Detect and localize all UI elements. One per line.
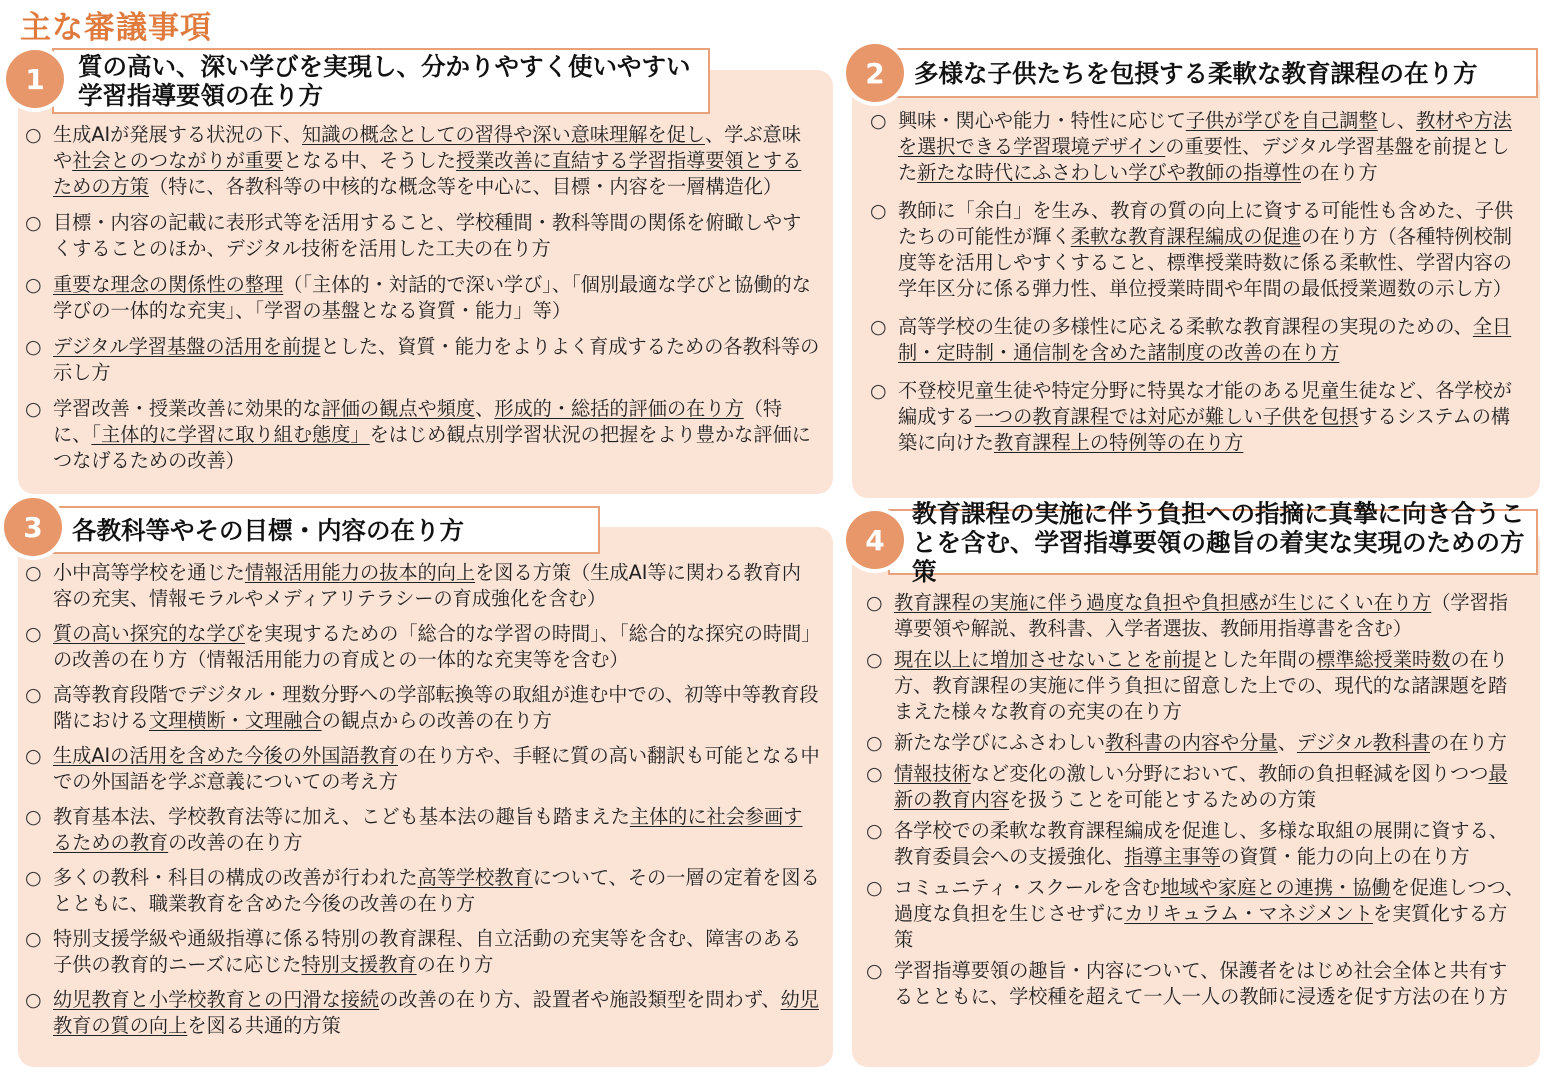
underlined-phrase: 質の高い探究的な学び [53, 622, 245, 645]
list-item: ○ 高等学校の生徒の多様性に応える柔軟な教育課程の実現のための、全日制・定時制・通信制を含めた諸制度の改善の在り方 [870, 314, 1525, 366]
underlined-phrase: 授業改善に直結する学習指導要領とするための方策 [53, 149, 802, 198]
list-item: ○ デジタル学習基盤の活用を前提とした、資質・能力をよりよく育成するための各教科等の示し方 [25, 334, 820, 386]
underlined-phrase: 社会とのつながりが重要 [72, 149, 284, 172]
underlined-phrase: 教科書の内容や分量 [1105, 731, 1278, 754]
underlined-phrase: デジタル学習基盤の活用を前提 [53, 335, 321, 358]
underlined-phrase: 特別支援教育 [301, 953, 417, 976]
list-item: ○ 高等教育段階でデジタル・理数分野への学部転換等の取組が進む中での、初等中等教育段階における文理横断・文理融合の観点からの改善の在り方 [25, 682, 820, 734]
underlined-phrase: 教育課程の実施に伴う過度な負担や負担感が生じにくい在り方 [894, 591, 1432, 614]
underlined-phrase: 主体的に社会参画するための教育 [53, 805, 803, 854]
underlined-phrase: 標準総授業時数 [1316, 648, 1451, 671]
underlined-phrase: 幼児教育の質の向上 [53, 988, 819, 1037]
section-badge-1: 1 [6, 50, 64, 108]
section-title-4: 教育課程の実施に伴う負担への指摘に真摯に向き合うことを含む、学習指導要領の趣旨の着実な実現のための方策 [912, 498, 1525, 586]
section-header-2 [888, 48, 1538, 98]
underlined-phrase: 知識の概念としての習得や深い意味理解を促し [302, 123, 705, 146]
underlined-phrase: 文理横断・文理融合 [148, 709, 322, 732]
underlined-phrase: 現在以上に増加させないことを前提 [894, 648, 1201, 671]
page-title: 主な審議事項 [20, 10, 212, 46]
section-title-2: 多様な子供たちを包摂する柔軟な教育課程の在り方 [914, 58, 1478, 88]
underlined-phrase: 幼児教育と小学校教育との円滑な接続 [53, 988, 380, 1011]
section-header-1 [52, 48, 710, 114]
underlined-phrase: 「主体的に学習に取り組む態度」 [91, 423, 370, 446]
section-items-3 [25, 560, 820, 1048]
underlined-phrase: 情報技術 [894, 762, 971, 785]
underlined-phrase: 新たな時代にふさわしい学びや教師の指導性 [917, 161, 1301, 184]
list-item: ○ 生成AIが発展する状況の下、知識の概念としての習得や深い意味理解を促し、学ぶ意味や社会とのつながりが重要となる中、そうした授業改善に直結する学習指導要領とするための方策（特に、各教科等の中核的な概念等を中心に、目標・内容を一層構造化） [25, 122, 820, 200]
list-item: ○ 生成AIの活用を含めた今後の外国語教育の在り方や、手軽に質の高い翻訳も可能となる中での外国語を学ぶ意義についての考え方 [25, 743, 820, 795]
list-item: ○ 教師に「余白」を生み、教育の質の向上に資する可能性も含めた、子供たちの可能性が輝く柔軟な教育課程編成の促進の在り方（各種特例校制度等を活用しやすくすること、標準授業時数に係る柔軟性、学習内容の学年区分に係る弾力性、単位授業時間や年間の最低授業週数の示し方） [870, 198, 1525, 302]
list-item: ○ 学習改善・授業改善に効果的な評価の観点や頻度、形成的・総括的評価の在り方（特に、「主体的に学習に取り組む態度」をはじめ観点別学習状況の把握をより豊かな評価につなげるための改善） [25, 396, 820, 474]
underlined-phrase: 一つの教育課程では対応が難しい子供を包摂 [974, 405, 1359, 428]
section-title-1: 質の高い、深い学びを実現し、分かりやすく使いやすい学習指導要領の在り方 [78, 52, 691, 110]
underlined-phrase: 重要な理念の関係性の整理 [53, 273, 284, 296]
list-item: ○ 各学校での柔軟な教育課程編成を促進し、多様な取組の展開に資する、教育委員会への支援強化、指導主事等の資質・能力の向上の在り方 [866, 818, 1526, 870]
list-item: ○ 不登校児童生徒や特定分野に特異な才能のある児童生徒など、各学校が編成する一つの教育課程では対応が難しい子供を包摂するシステムの構築に向けた教育課程上の特例等の在り方 [870, 378, 1525, 456]
underlined-phrase: 地域や家庭との連携・協働 [1160, 876, 1391, 899]
underlined-phrase: 最新の教育内容 [894, 762, 1508, 811]
section-items-2 [870, 108, 1525, 468]
underlined-phrase: 評価の観点や頻度 [321, 397, 476, 420]
list-item: ○ 重要な理念の関係性の整理（「主体的・対話的で深い学び」、「個別最適な学びと協働的な学びの一体的な充実」、「学習の基盤となる資質・能力」等） [25, 272, 820, 324]
underlined-phrase: 生成AIの活用を含めた今後の外国語教育 [53, 744, 398, 767]
section-items-1 [25, 122, 820, 484]
list-item: ○ 特別支援学級や通級指導に係る特別の教育課程、自立活動の充実等を含む、障害のある子供の教育的ニーズに応じた特別支援教育の在り方 [25, 926, 820, 978]
list-item: ○ 小中高等学校を通じた情報活用能力の抜本的向上を図る方策（生成AI等に関わる教育内容の充実、情報モラルやメディアリテラシーの育成強化を含む） [25, 560, 820, 612]
section-title-3: 各教科等やその目標・内容の在り方 [72, 515, 464, 545]
section-items-4 [866, 590, 1526, 1015]
underlined-phrase: 全日制・定時制・通信制を含めた諸制度の改善の在り方 [898, 315, 1512, 364]
list-item: ○ 情報技術など変化の激しい分野において、教師の負担軽減を図りつつ最新の教育内容を扱うことを可能とするための方策 [866, 761, 1526, 813]
underlined-phrase: 教育課程上の特例等の在り方 [993, 431, 1244, 454]
list-item: ○ 現在以上に増加させないことを前提とした年間の標準総授業時数の在り方、教育課程の実施に伴う負担に留意した上での、現代的な諸課題を踏まえた様々な教育の充実の在り方 [866, 647, 1526, 725]
section-header-3 [46, 506, 600, 554]
section-header-4 [888, 498, 1538, 586]
list-item: ○ 学習指導要領の趣旨・内容について、保護者をはじめ社会全体と共有するとともに、学校種を超えて一人一人の教師に浸透を促す方法の在り方 [866, 958, 1526, 1010]
underlined-phrase: 形成的・総括的評価の在り方 [494, 397, 744, 420]
section-badge-4: 4 [846, 511, 904, 569]
underlined-phrase: 柔軟な教育課程編成の促進 [1070, 225, 1301, 248]
list-item: ○ 興味・関心や能力・特性に応じて子供が学びを自己調整し、教材や方法を選択できる学習環境デザインの重要性、デジタル学習基盤を前提とした新たな時代にふさわしい学びや教師の指導性の在り方 [870, 108, 1525, 186]
list-item: ○ 多くの教科・科目の構成の改善が行われた高等学校教育について、その一層の定着を図るとともに、職業教育を含めた今後の改善の在り方 [25, 865, 820, 917]
list-item: ○ 質の高い探究的な学びを実現するための「総合的な学習の時間」、「総合的な探究の時間」の改善の在り方（情報活用能力の育成との一体的な充実等を含む） [25, 621, 820, 673]
underlined-phrase: デジタル教科書 [1296, 731, 1431, 754]
underlined-phrase: カリキュラム・マネジメント [1124, 902, 1373, 925]
list-item: ○ 新たな学びにふさわしい教科書の内容や分量、デジタル教科書の在り方 [866, 730, 1526, 756]
underlined-phrase: 子供が学びを自己調整 [1185, 109, 1378, 132]
list-item: ○ 幼児教育と小学校教育との円滑な接続の改善の在り方、設置者や施設類型を問わず、幼児教育の質の向上を図る共通的方策 [25, 987, 820, 1039]
list-item: ○ 教育課程の実施に伴う過度な負担や負担感が生じにくい在り方（学習指導要領や解説、教科書、入学者選抜、教師用指導書を含む） [866, 590, 1526, 642]
underlined-phrase: 高等学校教育 [417, 866, 533, 889]
section-badge-3: 3 [4, 498, 62, 556]
list-item: ○ 教育基本法、学校教育法等に加え、こども基本法の趣旨も踏まえた主体的に社会参画するための教育の改善の在り方 [25, 804, 820, 856]
underlined-phrase: 教材や方法を選択できる学習環境デザイン [898, 109, 1512, 158]
underlined-phrase: 指導主事等 [1124, 845, 1221, 868]
underlined-phrase: 情報活用能力の抜本的向上 [244, 561, 476, 584]
list-item: ○ コミュニティ・スクールを含む地域や家庭との連携・協働を促進しつつ、過度な負担を生じさせずにカリキュラム・マネジメントを実質化する方策 [866, 875, 1526, 953]
list-item: ○ 目標・内容の記載に表形式等を活用すること、学校種間・教科等間の関係を俯瞰しやすくすることのほか、デジタル技術を活用した工夫の在り方 [25, 210, 820, 262]
section-badge-2: 2 [846, 44, 904, 102]
